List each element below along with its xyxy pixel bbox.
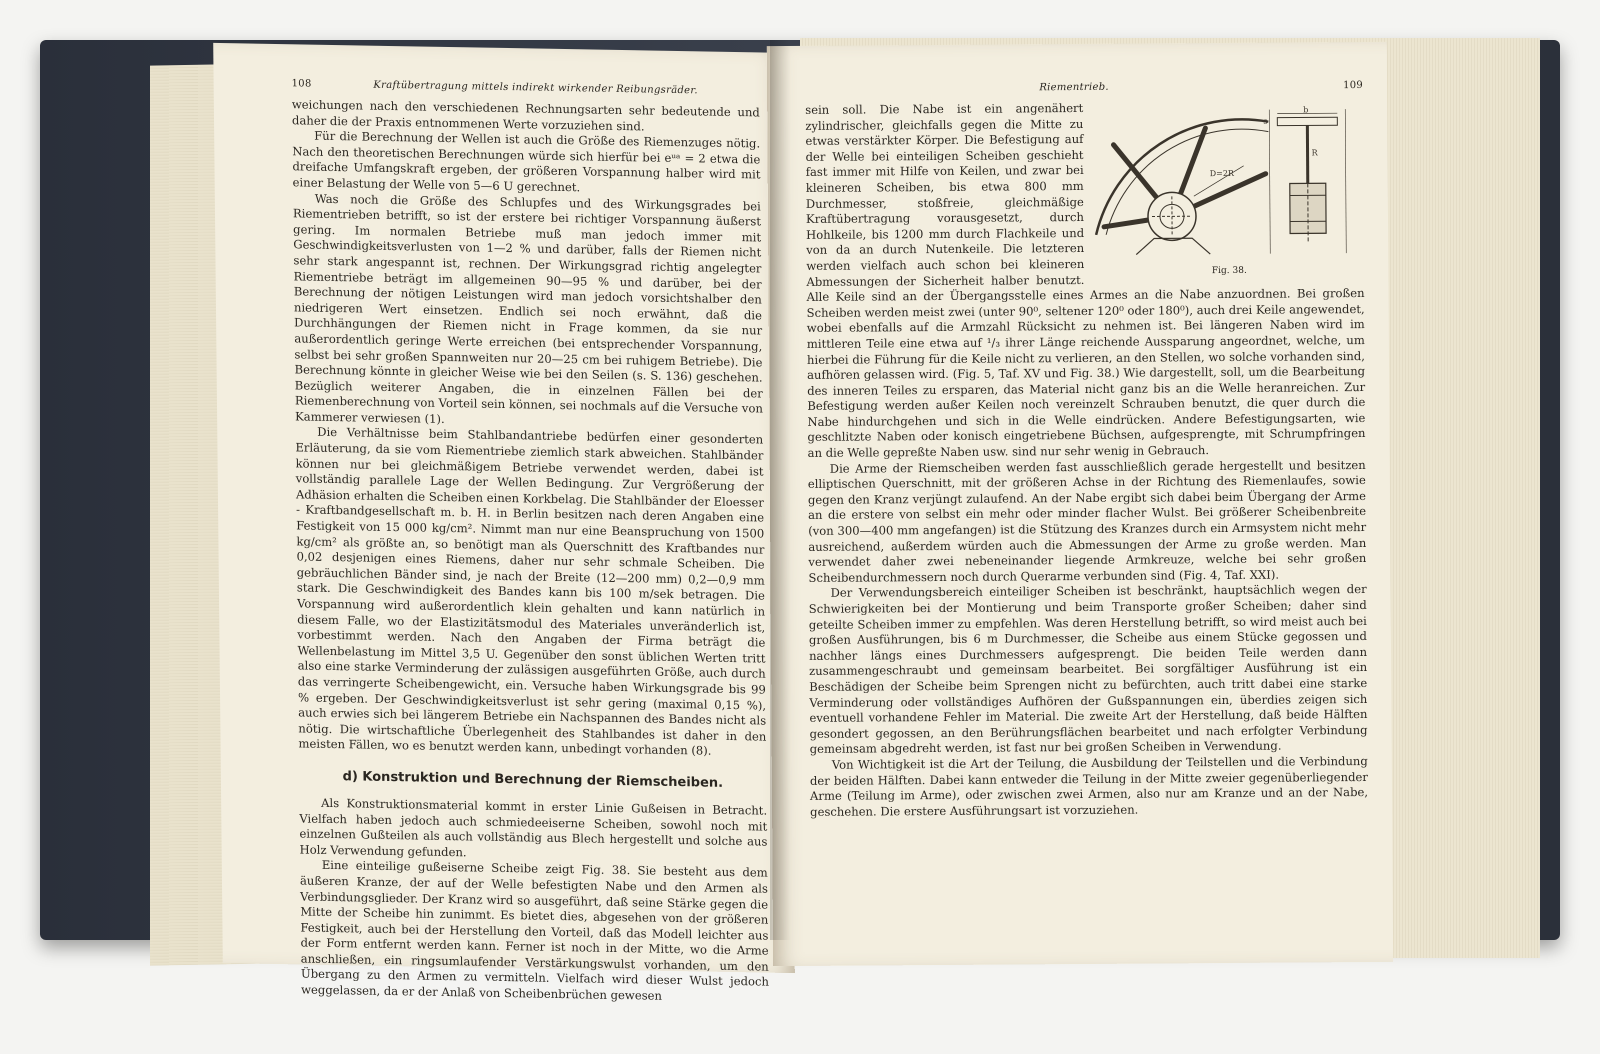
left-page-number: 108: [291, 78, 312, 90]
book-gutter: [770, 40, 796, 940]
left-paragraph-5: Als Konstruktionsmaterial kommt in erster Linie Gußeisen in Betracht. Vielfach haben jedoch auch schmiedeeiserne Scheiben, sowohl noch mit einzelnen Gußteilen als auch vollständig aus Blech hergestellt und solche aus Holz Verwendung gefunden.: [299, 795, 768, 860]
right-page-number: 109: [1343, 80, 1364, 92]
pulley-drawing: [1093, 103, 1364, 265]
left-paragraph-1: weichungen nach den verschiedenen Rechnungsarten sehr bedeutende und daher die der Praxis entnommenen Werte vorzuziehen sind.: [291, 97, 760, 134]
left-running-head: [292, 78, 760, 97]
right-paragraph-3: Der Verwendungsbereich einteiliger Scheiben ist beschränkt, hauptsächlich wegen der Schwierigkeiten bei der Montierung und beim Transporte großer Scheiben; daher sind geteilte Scheiben immer zu empfehlen. Was deren Herstellung betrifft, so wird meist auch bei großen Ausführungen, bis 6 m Durchmesser, die Scheibe aus einem Stücke gegossen und nachher längs eines Durchmessers aufgesprengt. Die beiden Teile werden dann zusammengeschraubt und gemeinsam bearbeitet. Bei sorgfältiger Ausführung ist ein Beschädigen der Scheibe beim Sprengen nicht zu befürchten, auch tritt dabei eine starke Verminderung oder vollständiges Aufhören der Gußspannungen ein, überdies zeigen sich eventuell vorhandene Fehler im Material. Die zweite Art der Herstellung, daß beide Hälften gesondert gegossen, an den Berührungsflächen bearbeitet und nach erfolgter Verbindung gemeinsam abgedreht werden, ist fast nur bei großen Scheiben in Verwendung.: [808, 582, 1368, 757]
left-running-title: Kraftübertragung mittels indirekt wirkender Reibungsräder.: [373, 79, 698, 97]
right-paragraph-1: sein soll. Die Nabe ist ein angenähert zylindrischer, gleichfalls gegen die Mitte zu etwas verstärkter Körper. Die Befestigung auf der Welle bei einteiligen Scheiben geschieht fast immer mit Hilfe von Keilen, und zwar bei kleineren Scheiben, bis etwa 800 mm Durchmesser, stoßfreie, gleichmäßige Kraftübertragung vorausgesetzt, durch Hohlkeile, bis 1200 mm durch Flachkeile und von da an durch Nutenkeile. Die letzteren werden vielfach auch schon bei kleineren Abmessungen der Sicherheit halber benutzt. Alle Keile sind an der Übergangsstelle eines Armes an die Nabe anzuordnen. Bei großen Scheiben werden meist zwei (unter 90⁰, seltener 120⁰ oder 180⁰), auch drei Keile angewendet, wobei ebenfalls auf die Armzahl Rücksicht zu nehmen ist. Bei längeren Naben wird im mittleren Teile eine etwa auf ¹/₃ ihrer Länge reichende Aussparung angeordnet, welche, um hierbei die Führung für die Keile nicht zu verlieren, an den Stellen, wo solche vorhanden sind, aufhören gelassen wird. (Fig. 5, Taf. XV und Fig. 38.) Wie dargestellt, soll, um die Bearbeitung des inneren Teiles zu ersparen, das Material nicht ganz bis an die Welle heranreichen. Zur Befestigung werden außer Keilen noch vereinzelt Schrauben benutzt, die quer durch die Nabe hindurchgehen und sich in die Welle eindrücken. Andere Befestigungsarten, wie geschlitzte Naben oder konisch eingetriebene Büchsen, aufgesprengte, mit Schrumpfringen an die Welle gepreßte Naben usw. sind nur sehr wenig in Gebrauch.: [805, 100, 1366, 460]
right-paragraph-2: Die Arme der Riemscheiben werden fast ausschließlich gerade hergestellt und besitzen elliptischen Querschnitt, mit der größeren Achse in der Richtung des Riemenlaufes, sowie gegen den Kranz verjüngt zulaufend. An der Nabe ergibt sich dabei beim Übergang der Arme an die erstere von selbst ein mehr oder minder flacher Wulst. Bei größerer Scheibenbreite (von 300—400 mm angefangen) ist die Stützung des Kranzes durch ein Armsystem nicht mehr ausreichend, außerdem würden auch die Abmessungen der Arme zu große werden. Man verwendet daher zwei nebeneinander liegende Armkreuze, welche bei sehr großen Scheibendurchmessern noch durch Querarme verbunden sind (Fig. 4, Taf. XXI).: [807, 457, 1367, 585]
figure-38: [1093, 103, 1364, 281]
left-paragraph-3: Was noch die Größe des Schlupfes und des Wirkungsgrades bei Riementrieben betrifft, so ist der erstere bei richtiger Vorspannung äußerst gering. Im normalen Betriebe muß man jedoch immer mit Geschwindigkeitsverlusten von 1—2 % und darüber, falls der Riemen nicht sehr stark angespannt ist, rechnen. Der Wirkungsgrad richtig angelegter Riementriebe beträgt im allgemeinen 90—95 % und darüber, bei der Berechnung der nötigen Leistungen wird man jedoch vorsichtshalber den niedrigeren Wert einsetzen. Endlich sei noch erwähnt, daß die Durchhängungen der Riemen nicht in Frage kommen, da sie nur außerordentlich geringe Werte erreichen (bei entsprechender Vorspannung, selbst bei sehr großen Spannweiten nur 20—25 cm bei ruhigem Betriebe). Die Berechnung könnte in gleicher Weise wie bei den Seilen (s. S. 136) geschehen. Bezüglich weiterer Angaben, die in einzelnen Fällen bei der Riemenberechnung von Vorteil sein können, sei nochmals auf die Versuche von Kammerer verwiesen (1).: [292, 191, 763, 426]
label-r: R: [1311, 148, 1318, 158]
right-running-title: Riementrieb.: [1039, 81, 1109, 94]
right-running-head: [805, 80, 1363, 95]
left-paragraph-6: Eine einteilige gußeiserne Scheibe zeigt Fig. 38. Sie besteht aus dem äußeren Kranze, der auf der Welle befestigten Nabe und den Armen als Verbindungsglieder. Der Kranz wird so ausgeführt, daß seine Stärke gegen die Mitte der Scheibe hin zunimmt. Es bietet dies, abgesehen von der größeren Festigkeit, auch bei der Herstellung den Vorteil, daß das Modell leichter aus der Form entfernt werden kann. Ferner ist noch in der Mitte, wo die Arme anschließen, ein ringsumlaufender Verstärkungswulst vorhanden, um den Übergang zu den Armen zu vermitteln. Vielfach wird dieser Wulst jedoch weggelassen, da er der Anlaß von Scheibenbrüchen gewesen: [299, 858, 769, 1003]
left-paragraph-4: Die Verhältnisse beim Stahlbandantriebe bedürfen einer gesonderten Erläuterung, da sie vom Riementriebe ziemlich stark abweichen. Stahlbänder können nur bei gleichmäßigem Betriebe verwendet werden, dabei ist vollständig parallele Lage der Wellen Bedingung. Zur Vergrößerung der Adhäsion erhalten die Scheiben einen Korkbelag. Die Stahlbänder der Eloesser - Kraftbandgesellschaft m. b. H. in Berlin besitzen nach deren Angaben eine Festigkeit von 15 000 kg/cm². Nimmt man nur eine Beanspruchung von 1500 kg/cm² als größte an, so benötigt man als Querschnitt des Kraftbandes nur 0,02 desjenigen eines Riemens, daher nur sehr schmale Scheiben. Die gebräuchlichen Bänder sind, je nach der Breite (12—200 mm) 0,2—0,9 mm stark. Die Geschwindigkeit des Bandes kann bis 100 m/sek betragen. Die Vorspannung wird außerordentlich klein gehalten und kann natürlich in diesem Falle, wo der Elastizitätsmodul des Materiales unveränderlich ist, vorbestimmt werden. Nach den Angaben der Firma beträgt die Wellenbelastung im Mittel 3,5 U. Gegenüber den sonst üblichen Werten tritt also eine starke Verminderung der zulässigen ausgeführten Größe, auch durch das verringerte Scheibengewicht, ein. Versuche haben Wirkungsgrade bis 99 % ergeben. Der Geschwindigkeitsverlust ist sehr gering (maximal 0,15 %), auch erwies sich bei längerem Betriebe ein Nachspannen des Bandes nicht als nötig. Die wirtschaftliche Überlegenheit des Stahlbandes ist daher in den meisten Fällen, wo es benutzt werden kann, unbedingt vorhanden (8).: [295, 425, 767, 758]
label-b: b: [1303, 105, 1309, 115]
label-diameter: D=2R: [1209, 168, 1234, 179]
left-paragraph-2: Für die Berechnung der Wellen ist auch die Größe des Riemenzuges nötig. Nach den theoretischen Berechnungen würde sich hierfür bei eᵘᵃ = 2 etwa die dreifache Umfangskraft ergeben, der größeren Vorspannung halber wird mit einer Belastung der Welle von 5—6 U gerechnet.: [292, 128, 761, 195]
label-s: s: [1263, 116, 1268, 126]
right-paragraph-4: Von Wichtigkeit ist die Art der Teilung, die Ausbildung der Teilstellen und die Verbindung der beiden Hälften. Dabei kann entweder die Teilung in der Mitte zweier gegenüberliegender Arme (Teilung im Arme), oder zwischen zwei Armen, also nur am Kranze und an der Nabe, geschehen. Die erstere Ausführungsart ist vorzuziehen.: [809, 753, 1369, 819]
right-page: [767, 42, 1393, 966]
left-page: [213, 43, 795, 1003]
figure-caption: Fig. 38.: [1211, 265, 1247, 277]
section-heading: d) Konstruktion und Berechnung der Riemscheiben.: [342, 769, 724, 791]
